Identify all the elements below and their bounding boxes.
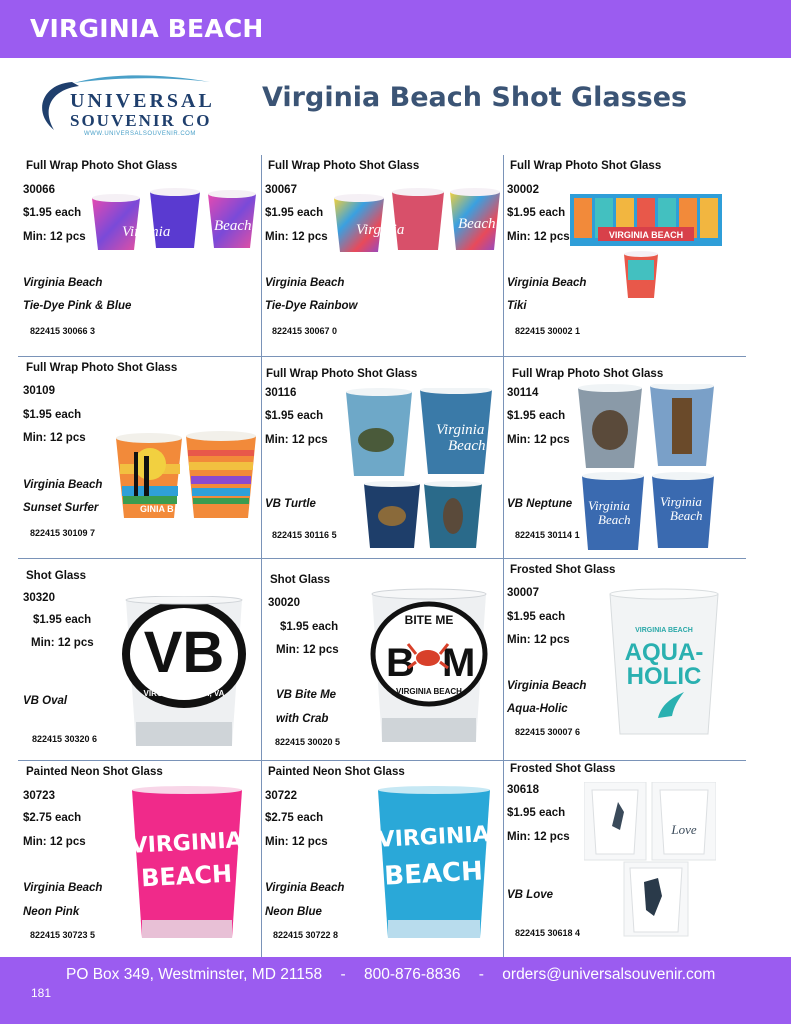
product-price: $2.75 each [265,812,324,824]
product-type: Shot Glass [270,574,331,586]
glass-text: Virginia [660,494,702,509]
product-type: Full Wrap Photo Shot Glass [266,368,418,380]
product-sku: 30618 [507,784,539,796]
product-price: $1.95 each [507,207,566,219]
product-type: Painted Neon Shot Glass [26,766,163,778]
product-sku: 30320 [23,592,55,604]
product-type: Painted Neon Shot Glass [268,766,405,778]
product-sku: 30723 [23,790,55,802]
footer-separator: - [340,966,346,983]
product-sku: 30007 [507,587,539,599]
product-image [570,194,722,302]
product-price: $2.75 each [23,812,82,824]
product-upc: 822415 30320 6 [32,734,98,744]
glass-text: BITE ME [404,613,454,627]
product-image [122,596,246,754]
product-sku: 30116 [265,387,297,399]
product-image [608,588,720,738]
product-image [330,184,502,258]
product-min: Min: 12 pcs [507,434,570,446]
product-min: Min: 12 pcs [507,231,570,243]
product-upc: 822415 30116 5 [272,530,337,540]
glass-text: M [442,641,476,685]
product-type: Frosted Shot Glass [510,763,616,775]
product-name: VB Love [507,889,554,901]
product-name: VB Turtle [265,498,316,510]
product-min: Min: 12 pcs [265,231,328,243]
product-upc: 822415 30020 5 [275,737,341,747]
product-price: $1.95 each [507,410,566,422]
product-price: $1.95 each [265,207,324,219]
product-upc: 822415 30109 7 [30,528,96,538]
product-name-2: Neon Blue [265,906,322,918]
page-title: Virginia Beach Shot Glasses [262,82,688,113]
product-min: Min: 12 pcs [507,831,570,843]
product-image [584,782,716,938]
product-name: Virginia Beach [23,479,103,491]
product-min: Min: 12 pcs [507,634,570,646]
product-upc: 822415 30722 8 [273,930,339,940]
glass-text: Beach [458,216,496,232]
header-title: VIRGINIA BEACH [30,14,264,43]
product-name: Virginia Beach [265,277,345,289]
product-name: VB Bite Me [276,689,337,701]
product-name-2: Tiki [507,300,527,312]
company-logo [34,70,224,140]
product-name-2: Tie-Dye Pink & Blue [23,300,132,312]
product-price: $1.95 each [280,621,339,633]
glass-text: BEACH [383,856,484,892]
header-bar [0,0,791,58]
grid-divider [503,155,504,957]
product-name: VB Oval [23,695,68,707]
product-sku: 30109 [23,385,55,397]
product-min: Min: 12 pcs [23,231,86,243]
grid-divider [18,356,746,357]
product-min: Min: 12 pcs [265,434,328,446]
glass-text: Virginia [588,498,630,513]
product-name-2: with Crab [276,713,329,725]
product-sku: 30722 [265,790,297,802]
glass-text: BEACH [140,859,233,893]
product-upc: 822415 30007 6 [515,727,581,737]
product-name: Virginia Beach [23,277,103,289]
logo-url: WWW.UNIVERSALSOUVENIR.COM [84,131,196,137]
product-sku: 30114 [507,387,539,399]
product-min: Min: 12 pcs [265,836,328,848]
product-min: Min: 12 pcs [276,644,339,656]
glass-text: Beach [670,508,703,523]
product-sku: 30020 [268,597,300,609]
product-upc: 822415 30618 4 [515,928,581,938]
glass-text: Virginia [436,422,485,438]
glass-text: Beach [598,512,631,527]
footer-email[interactable]: orders@universalsouvenir.com [502,966,716,983]
glass-text: Virginia [122,224,171,240]
footer-phone: 800-876-8836 [363,966,461,983]
product-name-2: Tie-Dye Rainbow [265,300,358,312]
product-name: Virginia Beach [507,680,587,692]
product-price: $1.95 each [23,409,82,421]
grid-divider [261,155,262,957]
product-name: VB Neptune [507,498,573,510]
product-price: $1.95 each [507,807,566,819]
grid-divider [18,760,746,761]
glass-text: Virginia [356,222,405,238]
glass-text: Beach [448,438,486,454]
grid-divider [18,558,746,559]
product-image [376,786,492,946]
product-type: Full Wrap Photo Shot Glass [26,362,178,374]
product-type: Frosted Shot Glass [510,564,616,576]
glass-text: GINIA B [140,504,174,514]
product-min: Min: 12 pcs [23,836,86,848]
glass-text: AQUA- [624,639,704,666]
product-price: $1.95 each [507,611,566,623]
product-name: Virginia Beach [507,277,587,289]
product-type: Shot Glass [26,570,87,582]
glass-text: VIRGINIA [377,822,491,853]
product-image [344,388,502,552]
product-sku: 30067 [265,184,297,196]
product-image [112,430,260,522]
glass-text: HOLIC [626,663,702,690]
product-upc: 822415 30002 1 [515,326,581,336]
product-name-2: Sunset Surfer [23,502,99,514]
logo-line2: SOUVENIR CO [70,111,212,130]
product-upc: 822415 30114 1 [515,530,580,540]
glass-text: B [386,641,415,685]
product-price: $1.95 each [33,614,92,626]
product-upc: 822415 30067 0 [272,326,338,336]
product-min: Min: 12 pcs [31,637,94,649]
product-name-2: Neon Pink [23,906,80,918]
product-image [368,588,490,750]
glass-text: VIRGINIA BEACH [635,627,693,634]
product-price: $1.95 each [23,207,82,219]
product-type: Full Wrap Photo Shot Glass [512,368,664,380]
glass-text: Love [671,822,697,837]
product-upc: 822415 30723 5 [30,930,96,940]
glass-text: Beach [214,218,252,234]
product-image [130,786,244,946]
glass-text: VB [143,620,225,685]
product-image [576,384,718,554]
product-name: Virginia Beach [23,882,103,894]
product-price: $1.95 each [265,410,324,422]
product-sku: 30066 [23,184,55,196]
footer-contact [66,966,729,984]
footer-separator: - [478,966,484,983]
product-min: Min: 12 pcs [23,432,86,444]
product-type: Full Wrap Photo Shot Glass [510,160,662,172]
product-upc: 822415 30066 3 [30,326,96,336]
product-sku: 30002 [507,184,539,196]
product-name-2: Aqua-Holic [507,703,568,715]
product-name: Virginia Beach [265,882,345,894]
product-image [88,184,258,256]
product-type: Full Wrap Photo Shot Glass [268,160,420,172]
glass-text: VIRGINIA [130,828,244,859]
logo-line1: UNIVERSAL [70,90,215,112]
glass-text: VIRGINIA BEACH [608,230,684,240]
glass-text: VIRGINIA BEACH [396,687,462,696]
page-number: 181 [31,986,52,1000]
glass-text: VIRGINIA BEACH, VA [143,689,225,698]
product-type: Full Wrap Photo Shot Glass [26,160,178,172]
footer-address: PO Box 349, Westminster, MD 21158 [66,966,323,983]
